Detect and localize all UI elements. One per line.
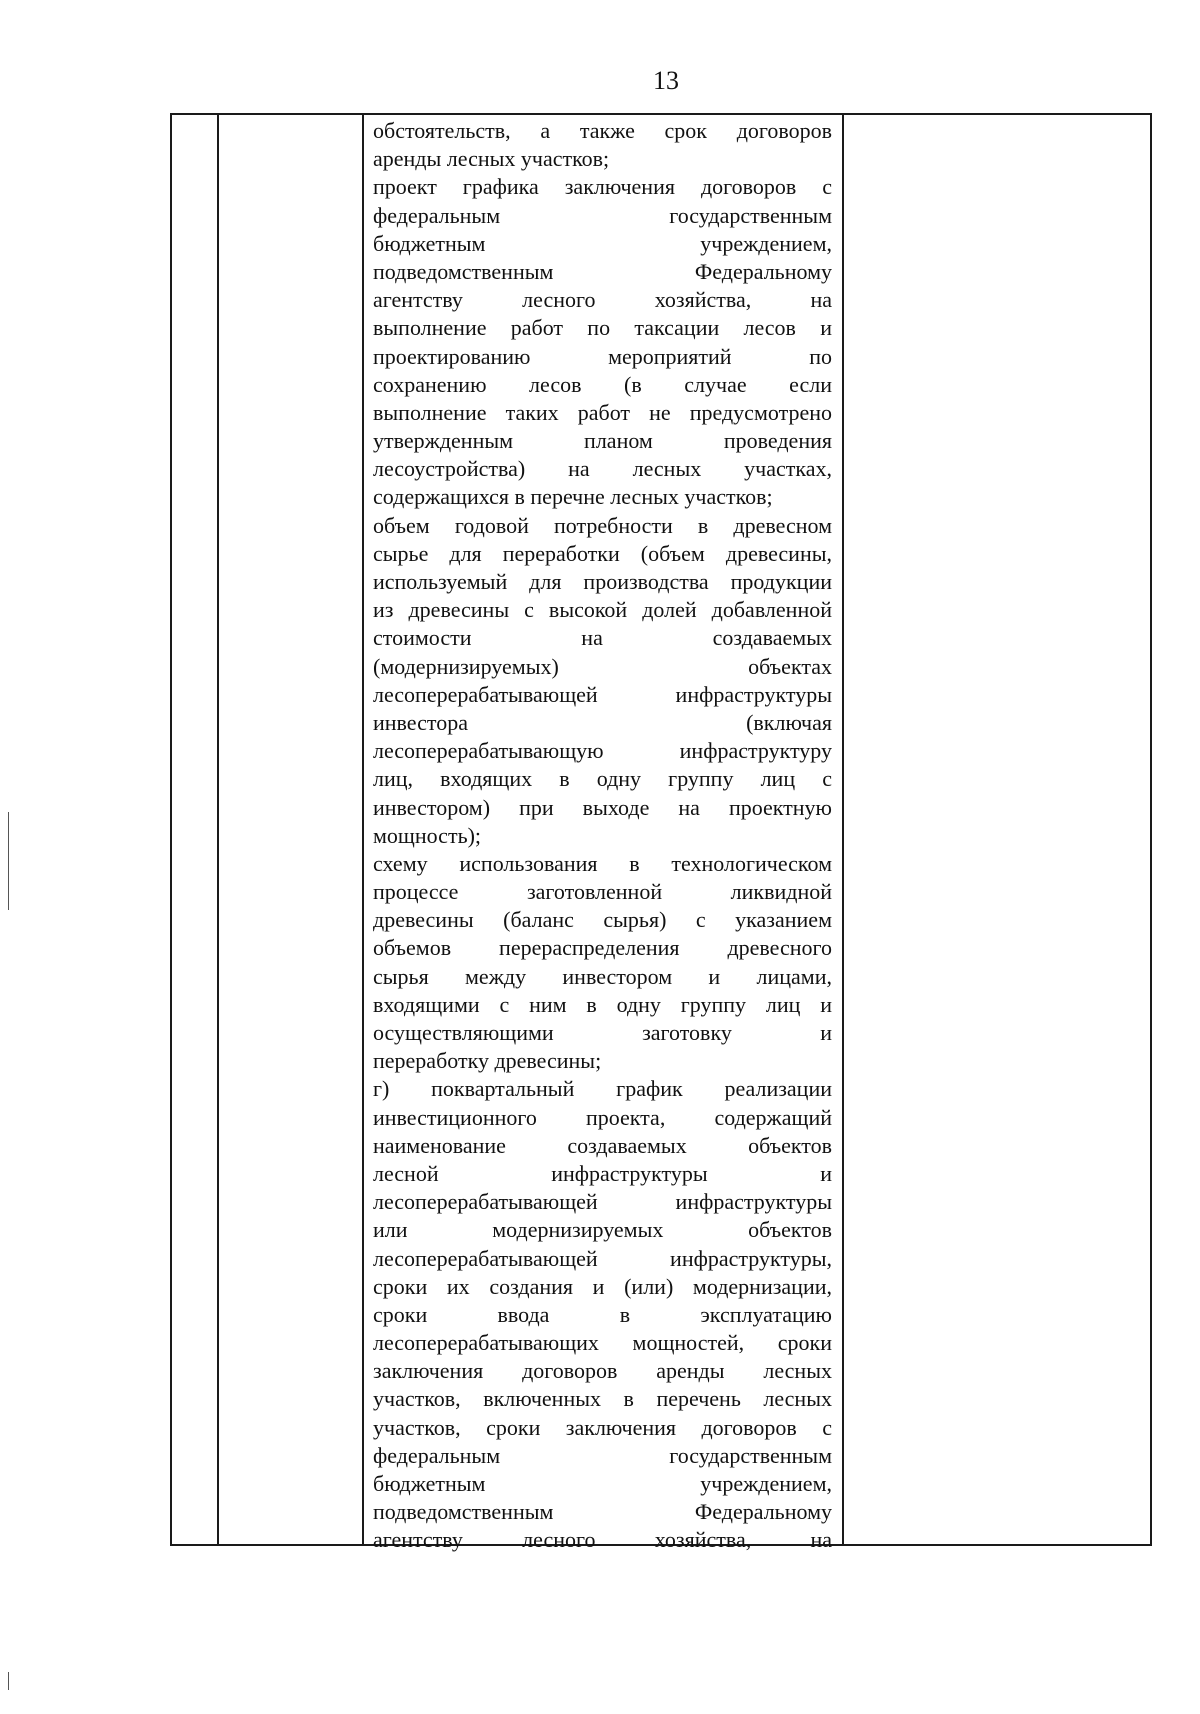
text-line: участков, включенных в перечень лесных [373, 1386, 832, 1412]
text-line: наименование создаваемых объектов [373, 1132, 832, 1158]
text-line: лесоперерабатывающей инфраструктуры [373, 1189, 832, 1215]
text-line: федеральным государственным [373, 202, 832, 228]
text-line: объем годовой потребности в древесном [373, 512, 832, 538]
text-line: (модернизируемых) объектах [373, 653, 832, 679]
table-cell-text [373, 117, 832, 1555]
text-line: или модернизируемых объектов [373, 1217, 832, 1243]
text-line: бюджетным учреждением, [373, 1471, 832, 1496]
text-line: сохранению лесов (в случае если [373, 371, 832, 397]
text-line: сроки их создания и (или) модернизации, [373, 1273, 832, 1299]
column-divider [362, 115, 364, 1544]
text-line: сырье для переработки (объем древесины, [373, 540, 832, 566]
text-line: бюджетным учреждением, [373, 230, 832, 256]
text-line: проект графика заключения договоров с [373, 174, 832, 200]
column-divider [842, 115, 844, 1544]
text-line: подведомственным Федеральному [373, 258, 832, 284]
scan-artifact [8, 812, 9, 910]
text-line: мощность); [373, 822, 482, 848]
document-table [170, 113, 1152, 1553]
text-line: переработку древесины; [373, 1048, 602, 1074]
text-line: лесоперерабатывающей инфраструктуры, [373, 1245, 832, 1271]
text-line: процессе заготовленной ликвидной [373, 879, 832, 905]
text-line: из древесины с высокой долей добавленной [373, 597, 832, 623]
text-line: подведомственным Федеральному [373, 1499, 832, 1525]
text-line: лесоустройства) на лесных участках, [373, 456, 832, 482]
text-line: используемый для производства продукции [373, 569, 832, 594]
text-line: заключения договоров аренды лесных [373, 1358, 832, 1384]
text-line: объемов перераспределения древесного [373, 935, 832, 961]
text-line: утвержденным планом проведения [373, 428, 832, 454]
text-line: инвестиционного проекта, содержащий [373, 1104, 832, 1130]
text-line: аренды лесных участков; [373, 146, 610, 172]
column-divider [217, 115, 219, 1544]
text-line: древесины (баланс сырья) с указанием [373, 907, 832, 933]
text-line: инвестора (включая [373, 709, 832, 735]
text-line: выполнение таких работ не предусмотрено [373, 399, 832, 425]
text-line: входящими с ним в одну группу лиц и [373, 991, 832, 1017]
text-line: лиц, входящих в одну группу лиц с [373, 766, 832, 792]
text-line: агентству лесного хозяйства, на [373, 1527, 832, 1553]
text-line: федеральным государственным [373, 1442, 832, 1468]
text-line: сырья между инвестором и лицами, [373, 963, 832, 989]
text-line: лесоперерабатывающих мощностей, сроки [373, 1330, 832, 1356]
text-line: лесоперерабатывающей инфраструктуры [373, 681, 832, 707]
text-line: сроки ввода в эксплуатацию [373, 1301, 832, 1327]
page-number: 13 [653, 66, 679, 95]
text-line: агентству лесного хозяйства, на [373, 287, 832, 313]
text-line: обстоятельств, а также срок договоров [373, 118, 832, 143]
text-line: содержащихся в перечне лесных участков; [373, 484, 773, 510]
text-line: участков, сроки заключения договоров с [373, 1414, 832, 1440]
text-line: г) поквартальный график реализации [373, 1076, 832, 1102]
text-line: лесоперерабатывающую инфраструктуру [373, 738, 832, 764]
text-line: инвестором) при выходе на проектную [373, 794, 832, 820]
text-line: стоимости на создаваемых [373, 625, 832, 651]
text-line: выполнение работ по таксации лесов и [373, 315, 832, 341]
text-line: лесной инфраструктуры и [373, 1160, 832, 1186]
text-line: проектированию мероприятий по [373, 343, 832, 369]
text-line: осуществляющими заготовку и [373, 1020, 832, 1045]
scan-artifact [8, 1672, 9, 1690]
text-line: схему использования в технологическом [373, 850, 832, 876]
